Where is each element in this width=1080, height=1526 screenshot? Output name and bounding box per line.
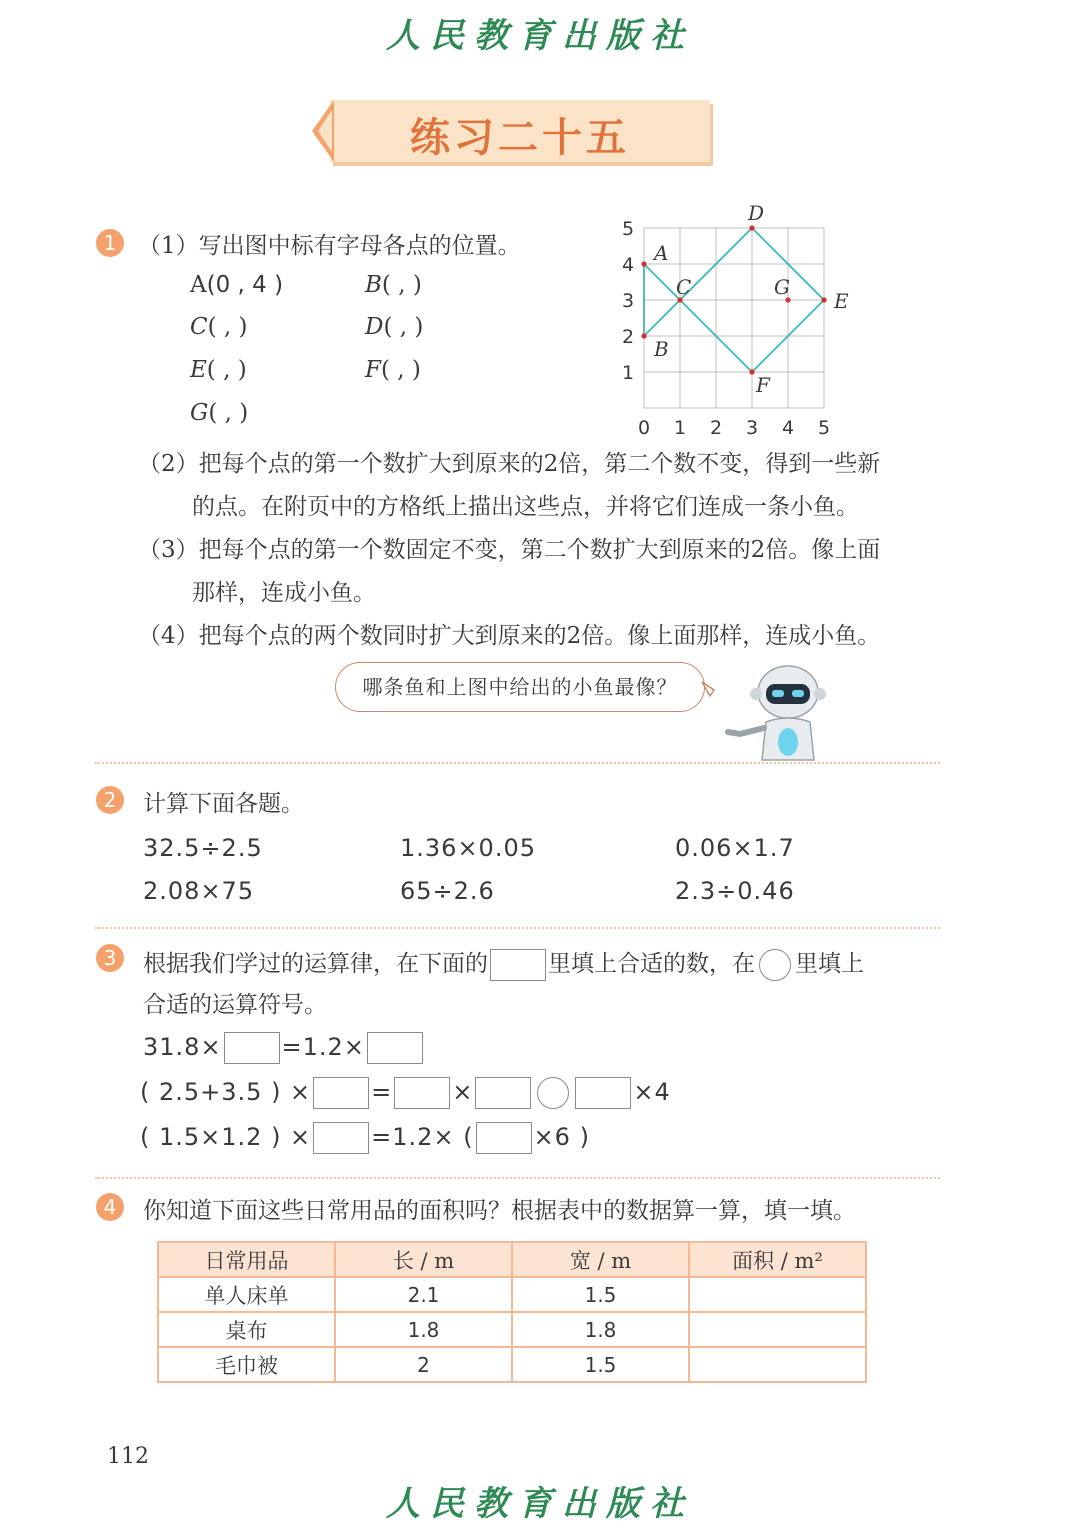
y-tick-label: 1 — [621, 362, 635, 384]
y-tick-label: 4 — [621, 254, 635, 276]
page-title: 练习二十五 — [410, 114, 630, 161]
question-number-2: 2 — [96, 786, 124, 814]
blank-box-example — [490, 949, 546, 981]
point-label-b: B — [654, 337, 669, 361]
q3-prompt: 根据我们学过的运算律，在下面的 里填上合适的数，在 里填上 — [143, 945, 864, 981]
answer-box[interactable] — [367, 1032, 423, 1064]
answer-box[interactable] — [575, 1077, 631, 1109]
answer-box[interactable] — [313, 1122, 369, 1154]
answer-box[interactable] — [475, 1077, 531, 1109]
q1-part4: （4）把每个点的两个数同时扩大到原来的2倍。像上面那样，连成小鱼。 — [138, 623, 881, 649]
table-header-row — [158, 1242, 866, 1277]
coord-e: E( , ) — [190, 357, 247, 383]
x-tick-label: 2 — [709, 417, 723, 439]
table-header: 面积 / m² — [689, 1242, 866, 1277]
question-number-1: 1 — [96, 229, 124, 257]
page-number: 112 — [107, 1444, 149, 1469]
q2-problem: 2.3÷0.46 — [675, 877, 795, 905]
q1-part3-line1: （3）把每个点的第一个数固定不变，第二个数扩大到原来的2倍。像上面 — [138, 537, 881, 563]
coord-d: D( , ) — [365, 314, 424, 340]
table-cell: 2 — [335, 1347, 512, 1382]
q2-prompt: 计算下面各题。 — [143, 791, 304, 817]
q1-part2-line2: 的点。在附页中的方格纸上描出这些点，并将它们连成一条小鱼。 — [192, 494, 859, 520]
point-label-e: E — [834, 289, 849, 313]
point-d — [749, 225, 754, 230]
question-number-4: 4 — [96, 1193, 124, 1221]
table-cell: 1.8 — [512, 1312, 689, 1347]
coord-c: C( , ) — [190, 314, 248, 340]
point-f — [749, 369, 754, 374]
point-label-f: F — [756, 373, 770, 397]
publisher-logo-bottom: 人民教育出版社 — [386, 1484, 694, 1524]
y-tick-label: 3 — [621, 290, 635, 312]
point-e — [821, 297, 826, 302]
coord-g: G( , ) — [190, 400, 249, 426]
table-row — [158, 1312, 866, 1347]
question-number-3: 3 — [96, 944, 124, 972]
q1-part2-line1: （2）把每个点的第一个数扩大到原来的2倍，第二个数不变，得到一些新 — [138, 451, 881, 477]
answer-box[interactable] — [476, 1122, 532, 1154]
answer-circle[interactable] — [537, 1077, 569, 1109]
x-tick-label: 3 — [745, 417, 759, 439]
y-tick-label: 2 — [621, 326, 635, 348]
blank-circle-example — [759, 949, 791, 981]
q1-part1: （1）写出图中标有字母各点的位置。 — [138, 233, 521, 259]
table-row — [158, 1347, 866, 1382]
table-cell: 单人床单 — [158, 1277, 335, 1312]
q2-problem: 1.36×0.05 — [400, 834, 536, 862]
table-header: 宽 / m — [512, 1242, 689, 1277]
y-tick-label: 5 — [621, 218, 635, 240]
answer-box[interactable] — [394, 1077, 450, 1109]
q4-prompt: 你知道下面这些日常用品的面积吗？根据表中的数据算一算，填一填。 — [143, 1198, 856, 1224]
point-label-g: G — [774, 275, 790, 299]
divider — [95, 927, 940, 929]
answer-box[interactable] — [224, 1032, 280, 1064]
q3-prompt-line2: 合适的运算符号。 — [143, 992, 327, 1018]
publisher-logo-top: 人民教育出版社 — [386, 16, 694, 56]
coord-a: A(0 , 4 ) — [190, 272, 284, 298]
answer-cell[interactable] — [689, 1277, 866, 1312]
table-header: 日常用品 — [158, 1242, 335, 1277]
table-cell: 2.1 — [335, 1277, 512, 1312]
table-cell: 1.5 — [512, 1347, 689, 1382]
answer-cell[interactable] — [689, 1347, 866, 1382]
q2-problem: 0.06×1.7 — [675, 834, 795, 862]
speech-bubble: 哪条鱼和上图中给出的小鱼最像？ — [335, 662, 705, 712]
q3-line1: 31.8× =1.2× — [143, 1032, 425, 1064]
table-cell: 1.8 — [335, 1312, 512, 1347]
divider — [95, 762, 940, 764]
q2-problem: 32.5÷2.5 — [143, 834, 263, 862]
answer-cell[interactable] — [689, 1312, 866, 1347]
q2-problem: 65÷2.6 — [400, 877, 495, 905]
point-label-d: D — [748, 201, 765, 225]
q3-line2: ( 2.5+3.5 ) × = × ×4 — [140, 1077, 671, 1109]
table-cell: 1.5 — [512, 1277, 689, 1312]
divider — [95, 1177, 940, 1179]
table-cell: 桌布 — [158, 1312, 335, 1347]
coord-f: F( , ) — [365, 357, 421, 383]
daily-items-table — [157, 1241, 867, 1383]
q3-line3: ( 1.5×1.2 ) × =1.2× ( ×6 ) — [140, 1122, 590, 1154]
table-header: 长 / m — [335, 1242, 512, 1277]
q2-problem: 2.08×75 — [143, 877, 255, 905]
point-a — [641, 261, 646, 266]
x-tick-label: 1 — [673, 417, 687, 439]
point-b — [641, 333, 646, 338]
answer-box[interactable] — [313, 1077, 369, 1109]
x-tick-label: 0 — [637, 417, 651, 439]
q1-part3-line2: 那样，连成小鱼。 — [192, 580, 376, 606]
x-tick-label: 4 — [781, 417, 795, 439]
coordinate-grid-chart — [600, 200, 860, 440]
point-label-c: C — [676, 275, 692, 299]
robot-icon — [700, 662, 830, 762]
x-tick-label: 5 — [817, 417, 831, 439]
coord-b: B( , ) — [365, 272, 422, 298]
table-cell: 毛巾被 — [158, 1347, 335, 1382]
point-label-a: A — [654, 241, 669, 265]
table-row — [158, 1277, 866, 1312]
